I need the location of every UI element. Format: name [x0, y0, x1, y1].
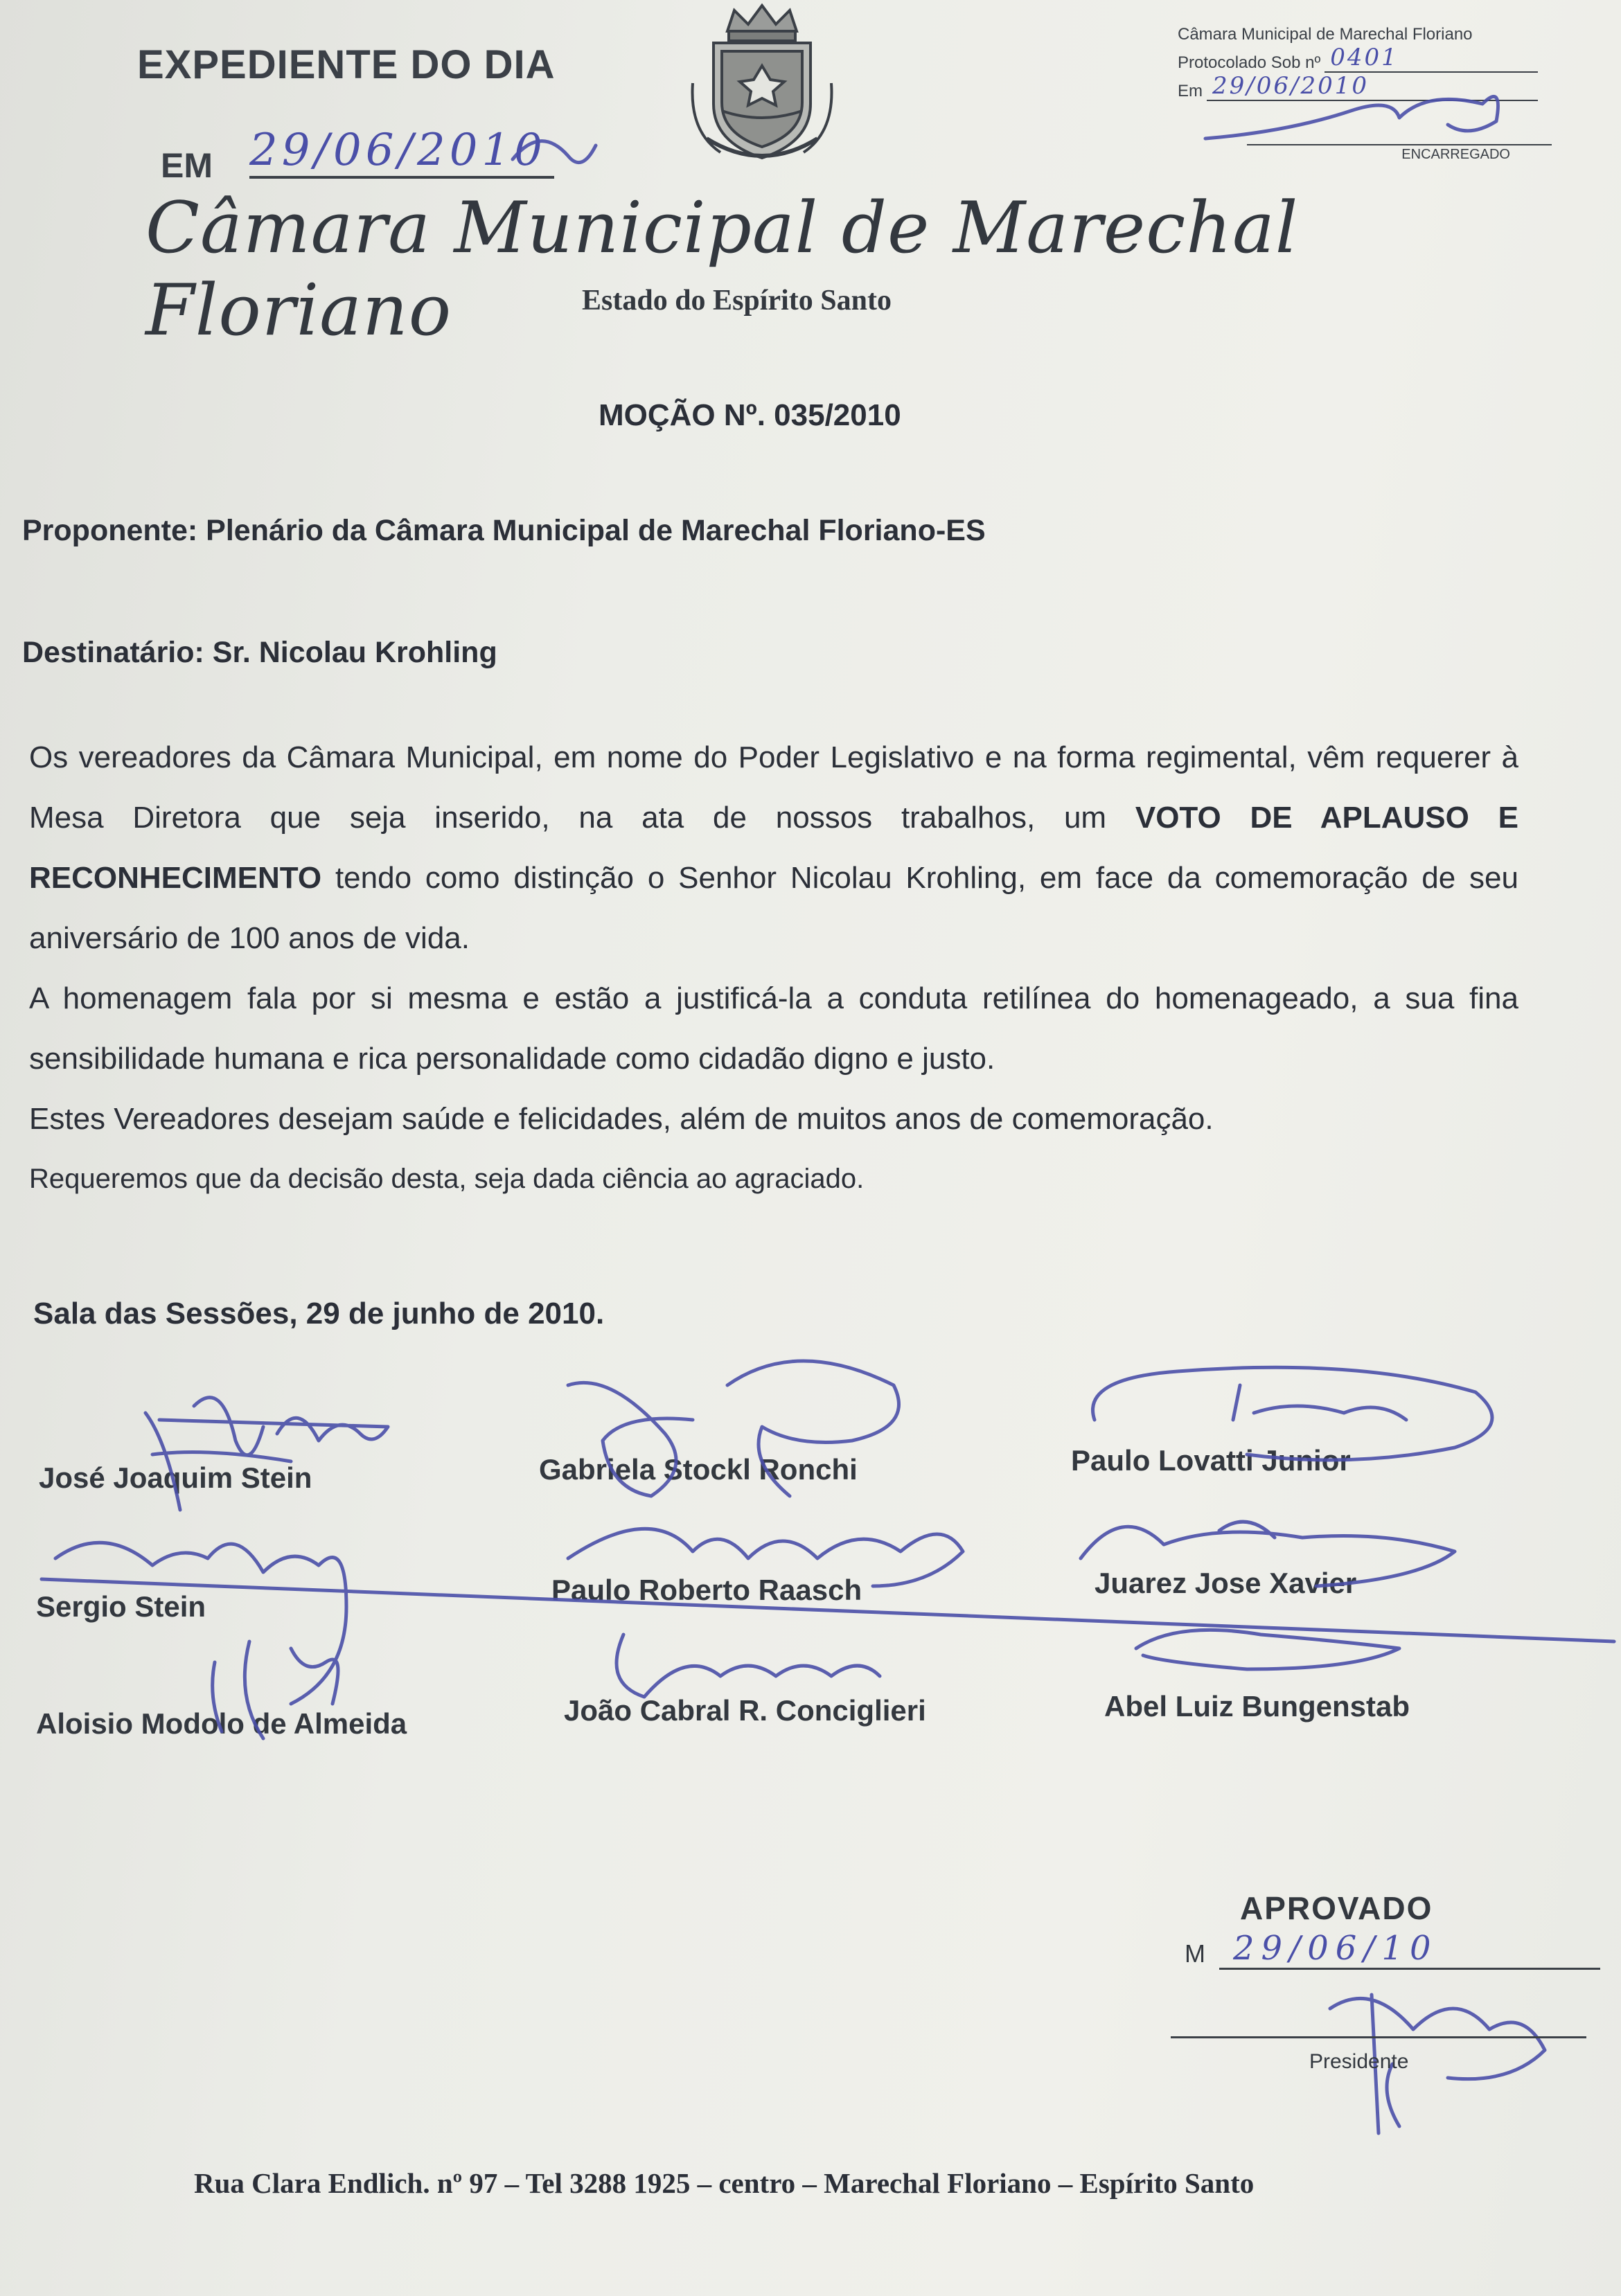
protocol-institution: Câmara Municipal de Marechal Floriano — [1178, 25, 1473, 44]
signatory-name: João Cabral R. Conciglieri — [564, 1694, 926, 1727]
approval-signature-line — [1171, 2036, 1586, 2038]
recipient-line: Destinatário: Sr. Nicolau Krohling — [22, 636, 497, 669]
body-paragraph-2: A homenagem fala por si mesma e estão a justificá-la a conduta retilínea do homenageado, a sua fina sensibilidade humana e rica personalidade como cidadão digno e justo. — [29, 981, 1518, 1076]
approval-date: 29/06/10 — [1219, 1929, 1600, 1970]
protocol-number-label: Protocolado Sob nº — [1178, 53, 1321, 73]
paragraph-1-start: Os vereadores da Câmara Municipal, em nome do Poder Legislativo e na forma regimental, vêm requerer à Mesa Diretora que seja inserido, na ata de nossos trabalhos, um — [29, 740, 1518, 835]
paragraph-1-end: tendo como distinção o Senhor Nicolau Krohling, em face da comemoração de seu aniversário de 100 anos de vida. — [29, 861, 1518, 955]
signatory-name: Abel Luiz Bungenstab — [1104, 1690, 1410, 1723]
body-paragraph-1 — [29, 727, 1518, 968]
protocol-date-row — [1178, 73, 1538, 101]
expediente-stamp-title: EXPEDIENTE DO DIA — [137, 42, 556, 87]
expediente-date-handwritten: 29/06/2010 — [249, 125, 554, 179]
signatory-name: Gabriela Stockl Ronchi — [539, 1453, 858, 1486]
protocol-stamp — [1178, 25, 1538, 163]
signatory-name: José Joaquim Stein — [39, 1461, 312, 1494]
proponent-line: Proponente: Plenário da Câmara Municipal de Marechal Floriano-ES — [22, 514, 986, 547]
chamber-name-heading: Câmara Municipal de Marechal Floriano — [145, 187, 1299, 352]
protocol-role: ENCARREGADO — [1247, 144, 1552, 163]
signatory-name: Paulo Roberto Raasch — [551, 1574, 862, 1606]
approval-em-label: M — [1185, 1939, 1205, 1968]
signatory-name: Sergio Stein — [36, 1590, 206, 1623]
expediente-em-label: EM — [161, 146, 213, 185]
body-paragraph-4: Requeremos que da decisão desta, seja dada ciência ao agraciado. — [29, 1164, 865, 1194]
municipal-coat-of-arms-icon — [679, 0, 845, 173]
approval-role: Presidente — [1309, 2050, 1409, 2073]
approval-stamp-label: APROVADO — [1240, 1890, 1433, 1926]
protocol-date: 29/06/2010 — [1207, 73, 1538, 101]
body-paragraph-3: Estes Vereadores desejam saúde e felicidades, além de muitos anos de comemoração. — [29, 1102, 1214, 1136]
place-and-date: Sala das Sessões, 29 de junho de 2010. — [33, 1297, 605, 1331]
document-title: MOÇÃO Nº. 035/2010 — [599, 398, 901, 432]
signatory-name: Juarez Jose Xavier — [1095, 1567, 1357, 1599]
signatory-name: Aloisio Modolo de Almeida — [36, 1707, 407, 1740]
protocol-em-label: Em — [1178, 82, 1203, 101]
protocol-number-row — [1178, 44, 1538, 73]
signatory-name: Paulo Lovatti Junior — [1071, 1444, 1351, 1477]
state-subheading: Estado do Espírito Santo — [582, 285, 892, 317]
body-text — [29, 727, 1518, 1209]
protocol-number: 0401 — [1325, 44, 1538, 73]
paragraph-1-bold: VOTO DE APLAUSO E RECONHECIMENTO — [29, 801, 1519, 895]
footer-address: Rua Clara Endlich. nº 97 – Tel 3288 1925 – centro – Marechal Floriano – Espírito Santo — [194, 2167, 1255, 2199]
